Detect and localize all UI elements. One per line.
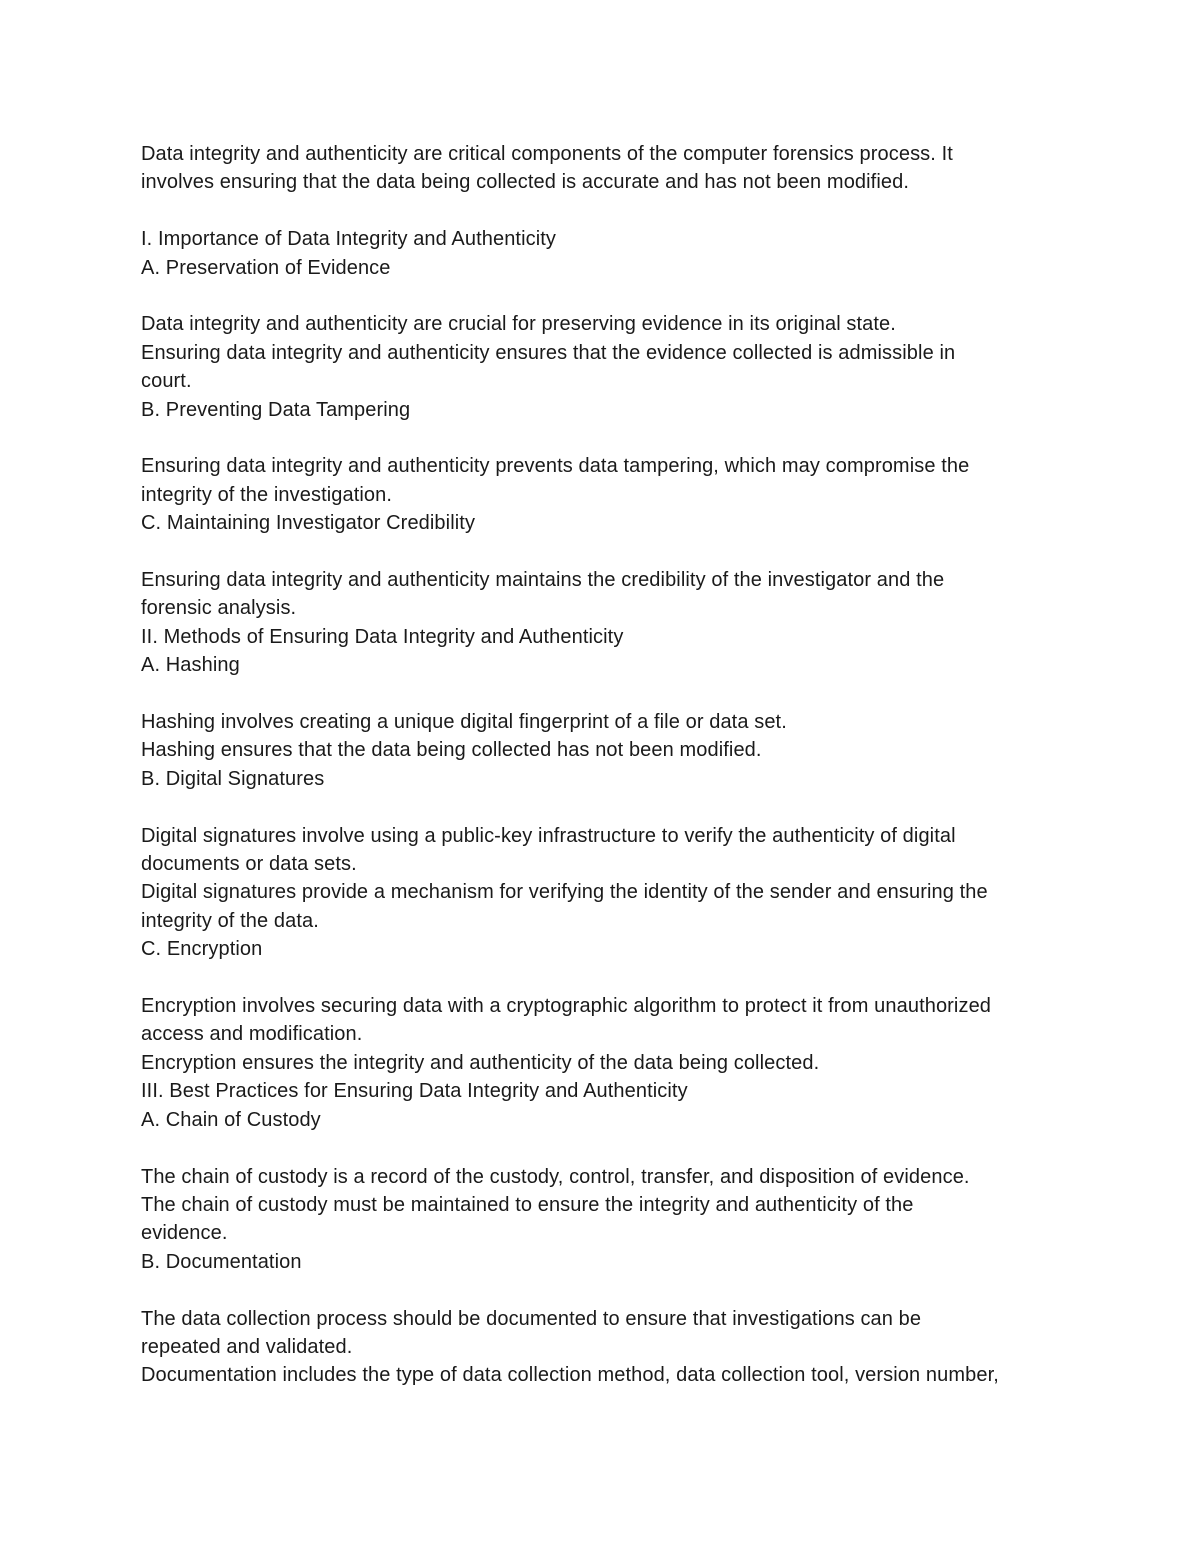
blank-line xyxy=(141,964,1071,992)
text-line: Ensuring data integrity and authenticity prevents data tampering, which may compromise the xyxy=(141,455,970,478)
text-line: court. xyxy=(141,370,192,393)
text-line: Data integrity and authenticity are critical components of the computer forensics process. It xyxy=(141,143,953,165)
text-line: Ensuring data integrity and authenticity ensures that the evidence collected is admissible in xyxy=(141,341,956,364)
text-line: The chain of custody must be maintained to ensure the integrity and authenticity of the xyxy=(141,1193,914,1216)
blank-line xyxy=(141,282,1071,310)
text-line: Hashing ensures that the data being collected has not been modified. xyxy=(141,739,762,762)
text-line: Digital signatures involve using a public-key infrastructure to verify the authenticity of digital xyxy=(141,824,956,847)
subsection-heading: B. Documentation xyxy=(141,1250,302,1273)
text-line: Documentation includes the type of data collection method, data collection tool, version number, xyxy=(141,1364,999,1387)
text-line: forensic analysis. xyxy=(141,597,297,620)
subsection-heading: A. Hashing xyxy=(141,654,240,677)
blank-line xyxy=(141,197,1071,225)
blank-line xyxy=(141,1276,1071,1304)
text-line: Hashing involves creating a unique digital fingerprint of a file or data set. xyxy=(141,711,787,734)
section-heading: I. Importance of Data Integrity and Authenticity xyxy=(141,228,557,251)
subsection-heading: B. Digital Signatures xyxy=(141,767,325,790)
text-line: Digital signatures provide a mechanism for verifying the identity of the sender and ensuring the xyxy=(141,881,988,904)
text-line: repeated and validated. xyxy=(141,1335,353,1358)
document-body xyxy=(141,140,1071,1390)
text-line: integrity of the data. xyxy=(141,909,319,932)
blank-line xyxy=(141,424,1071,452)
text-line: documents or data sets. xyxy=(141,853,357,876)
text-line: The data collection process should be documented to ensure that investigations can be xyxy=(141,1307,922,1330)
section-heading: III. Best Practices for Ensuring Data Integrity and Authenticity xyxy=(141,1080,688,1103)
blank-line xyxy=(141,1134,1071,1162)
text-line: access and modification. xyxy=(141,1023,363,1046)
section-heading: II. Methods of Ensuring Data Integrity and Authenticity xyxy=(141,625,624,648)
blank-line xyxy=(141,538,1071,566)
text-line: Encryption involves securing data with a cryptographic algorithm to protect it from unauthorized xyxy=(141,995,992,1018)
text-line: Data integrity and authenticity are crucial for preserving evidence in its original state. xyxy=(141,313,896,336)
blank-line xyxy=(141,680,1071,708)
subsection-heading: A. Preservation of Evidence xyxy=(141,256,391,279)
subsection-heading: B. Preventing Data Tampering xyxy=(141,398,411,421)
subsection-heading: A. Chain of Custody xyxy=(141,1108,321,1131)
text-line: Ensuring data integrity and authenticity maintains the credibility of the investigator and the xyxy=(141,569,945,592)
text-line: involves ensuring that the data being collected is accurate and has not been modified. xyxy=(141,171,909,194)
text-line: integrity of the investigation. xyxy=(141,483,393,506)
text-line: Encryption ensures the integrity and authenticity of the data being collected. xyxy=(141,1051,820,1074)
blank-line xyxy=(141,793,1071,821)
subsection-heading: C. Encryption xyxy=(141,938,263,961)
text-line: evidence. xyxy=(141,1222,228,1245)
text-line: The chain of custody is a record of the custody, control, transfer, and disposition of evidence. xyxy=(141,1165,970,1188)
subsection-heading: C. Maintaining Investigator Credibility xyxy=(141,512,476,535)
